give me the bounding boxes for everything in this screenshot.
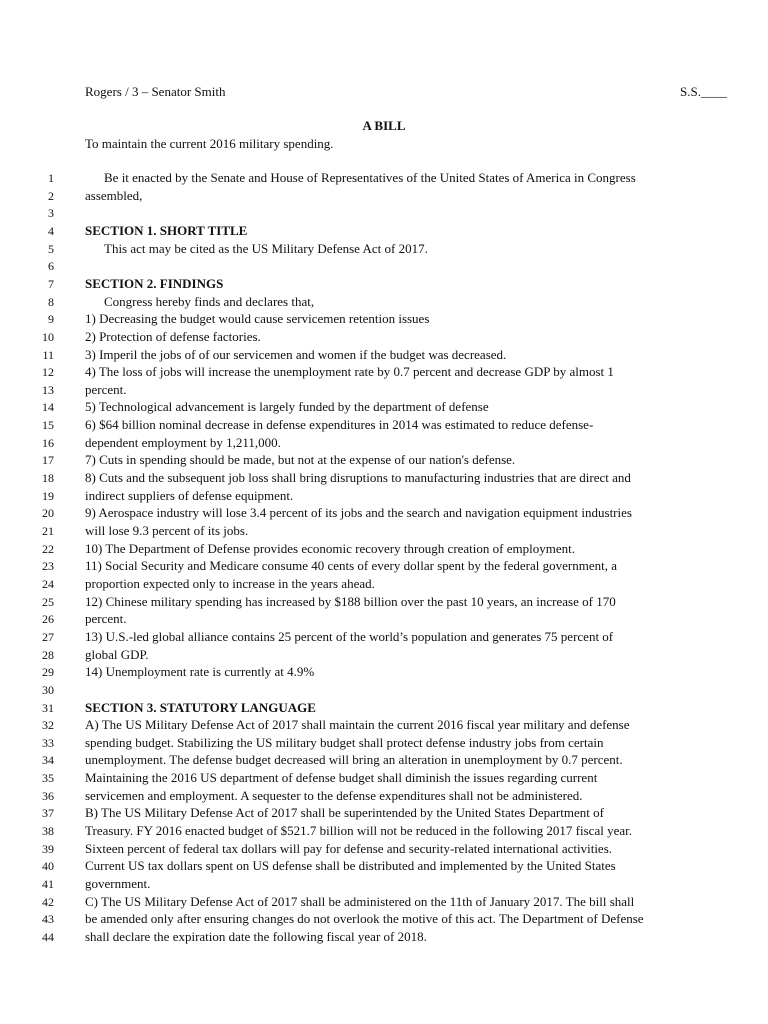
line-number: 13 [42,382,54,397]
line-number: 41 [42,877,54,891]
bill-text-line: shall declare the expiration date the following fiscal year of 2018. [85,928,427,944]
line-number: 3 [48,206,54,221]
bill-text-line: global GDP. [85,646,149,662]
bill-text-line: This act may be cited as the US Military Defense Act of 2017. [104,240,428,256]
section-heading: SECTION 1. SHORT TITLE [85,222,248,238]
line-number: 36 [42,788,54,803]
bill-text-line: 9) Aerospace industry will lose 3.4 percent of its jobs and the search and navigation equipment industries [85,505,632,521]
bill-text-line: proportion expected only to increase in the years ahead. [85,575,375,591]
line-number: 18 [42,471,54,486]
bill-text-line: 4) The loss of jobs will increase the unemployment rate by 0.7 percent and decrease GDP by almost 1 [85,364,614,380]
line-number: 33 [42,735,54,750]
bill-text-line: C) The US Military Defense Act of 2017 shall be administered on the 11th of January 2017. The bill shall [85,893,635,909]
section-heading: SECTION 2. FINDINGS [85,275,224,291]
bill-text-line: indirect suppliers of defense equipment. [85,487,294,503]
line-number: 43 [42,912,54,927]
line-number: 12 [42,365,54,380]
line-number: 16 [42,435,54,450]
line-number: 11 [42,347,54,362]
bill-text-line: 10) The Department of Defense provides economic recovery through creation of employment. [85,540,575,556]
bill-text-line: Sixteen percent of federal tax dollars will pay for defense and security-related international activities. [85,840,613,856]
line-number: 37 [42,806,54,821]
bill-text-line: unemployment. The defense budget decreased will bring an alteration in unemployment by 0.7 percent. [85,752,623,768]
author-header: Rogers / 3 – Senator Smith [85,84,226,99]
bill-text-line: Treasury. FY 2016 enacted budget of $521.7 billion will not be reduced in the following 2017 fiscal year. [85,823,632,839]
bill-text-line: 3) Imperil the jobs of of our servicemen and women if the budget was decreased. [85,346,507,362]
bill-text-line: assembled, [85,187,143,203]
bill-text-line: Current US tax dollars spent on US defense shall be distributed and implemented by the United States [85,858,616,874]
line-number: 8 [48,294,54,309]
bill-text-line: percent. [85,611,127,627]
line-number: 32 [42,718,54,733]
line-number: 39 [42,841,54,856]
bill-text-line: 11) Social Security and Medicare consume 40 cents of every dollar spent by the federal government, a [85,558,617,574]
line-number: 26 [42,612,54,627]
bill-text-line: 13) U.S.-led global alliance contains 25 percent of the world’s population and generates 75 percent of [85,628,614,644]
bill-text-line: Congress hereby finds and declares that, [104,293,315,309]
bill-text-line: be amended only after ensuring changes do not overlook the motive of this act. The Department of Defense [85,911,644,927]
bill-text-line: government. [85,876,151,891]
bill-text-line: B) The US Military Defense Act of 2017 shall be superintended by the United States Department of [85,805,604,821]
line-number: 31 [42,700,54,715]
line-number: 40 [42,859,54,874]
line-number: 19 [42,488,54,503]
bill-text-line: 6) $64 billion nominal decrease in defense expenditures in 2014 was estimated to reduce defense- [85,417,594,433]
line-number: 25 [42,594,54,609]
line-number: 28 [42,647,54,662]
bill-text-line: servicemen and employment. A sequester to the defense expenditures shall not be administered. [85,787,583,803]
bill-purpose: To maintain the current 2016 military spending. [85,136,334,151]
page-title: A BILL [362,118,406,133]
bill-text-line: 7) Cuts in spending should be made, but not at the expense of our nation's defense. [85,452,516,468]
bill-text-line: 5) Technological advancement is largely funded by the department of defense [85,399,489,415]
line-number: 4 [48,223,54,238]
bill-text-line: Be it enacted by the Senate and House of Representatives of the United States of America in Congress [104,170,636,185]
line-number: 23 [42,559,54,574]
line-number: 21 [42,524,54,538]
line-number: 22 [42,541,54,556]
bill-text-line: Maintaining the 2016 US department of defense budget shall diminish the issues regarding current [85,770,598,786]
line-number: 9 [48,312,54,327]
bill-text-line: 2) Protection of defense factories. [85,328,261,344]
line-number: 34 [42,753,54,768]
bill-text-line: A) The US Military Defense Act of 2017 shall maintain the current 2016 fiscal year military and defense [85,717,630,733]
line-number: 6 [48,259,54,274]
line-number: 2 [48,188,54,203]
line-number: 38 [42,824,54,839]
line-number: 35 [42,771,54,786]
bill-text-line: percent. [85,381,127,397]
line-number: 27 [42,629,54,644]
bill-text-line: 12) Chinese military spending has increased by $188 billion over the past 10 years, an increase of 170 [85,593,616,609]
line-number: 44 [42,929,54,944]
line-number: 7 [48,276,54,291]
line-number: 14 [42,400,54,415]
bill-text-line: will lose 9.3 percent of its jobs. [85,523,249,538]
line-number: 17 [42,453,54,468]
line-number: 42 [42,894,54,909]
bill-number: S.S.____ [680,84,727,99]
line-number: 10 [42,329,54,344]
line-number: 20 [42,506,54,521]
line-number: 5 [48,241,54,256]
line-number: 29 [42,665,54,680]
line-number: 15 [42,418,54,433]
bill-text-line: dependent employment by 1,211,000. [85,434,281,450]
line-number: 24 [42,576,54,591]
section-heading: SECTION 3. STATUTORY LANGUAGE [85,699,316,715]
bill-text-line: spending budget. Stabilizing the US military budget shall protect defense industry jobs from certain [85,734,604,750]
line-number: 1 [48,171,54,185]
bill-text-line: 14) Unemployment rate is currently at 4.9% [85,664,315,680]
bill-text-line: 1) Decreasing the budget would cause servicemen retention issues [85,311,430,327]
line-number: 30 [42,682,54,697]
bill-text-line: 8) Cuts and the subsequent job loss shall bring disruptions to manufacturing industries that are direct and [85,470,631,486]
